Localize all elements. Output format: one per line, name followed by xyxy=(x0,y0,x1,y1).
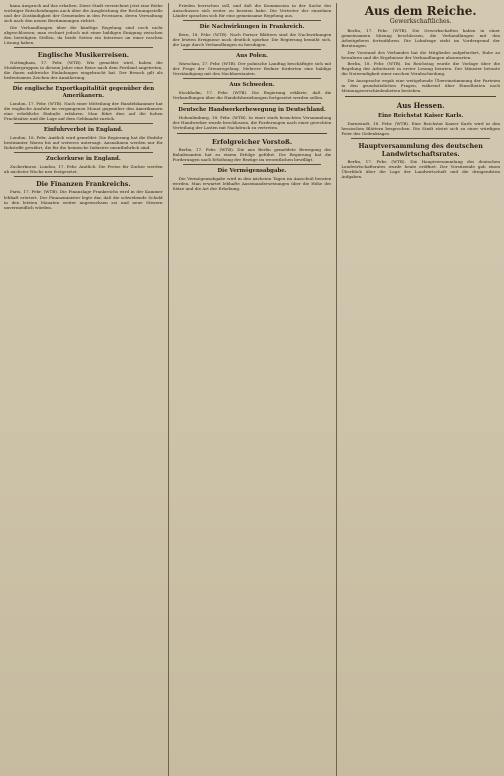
article-heading: Die Finanzen Frankreichs. xyxy=(36,180,131,189)
divider xyxy=(351,138,490,139)
paragraph: Der Vorstand des Verbandes hat die Mitglieder aufgefordert, Ruhe zu bewahren und die Ergebnisse der Verhandlungen abzuwarten. xyxy=(341,49,501,60)
article-heading: Einfuhrverbot in England. xyxy=(43,127,123,134)
paragraph: Berlin, 17. Febr. (WTB). Die Gewerkschaften haben in einer gemeinsamen Sitzung beschlossen, die Verhandlungen mit den Arbeitgebern fortzuführen. Die Lohnfrage steht im Vordergrund der Beratungen. xyxy=(341,28,501,49)
paragraph: Darmstadt, 18. Febr. (WTB). Eine Reichstat Kaiser Karls wird in den hessischen Blättern besprochen. Die Stadt rüstet sich zu einer würdigen Feier des Gedenktages. xyxy=(341,121,501,137)
paragraph: Zuckerkurse. London, 17. Febr. Amtlich: Die Preise für Zucker werden ab nächster Woche neu festgesetzt. xyxy=(4,164,163,175)
divider xyxy=(183,103,322,104)
article-heading: Aus Polen. xyxy=(236,53,268,60)
section-heading: Aus Hessen. xyxy=(396,101,445,111)
divider xyxy=(14,123,153,124)
paragraph: Berlin, 17. Febr. (WTB). Die aus Berlin gemeldete Bewegung der Bahnbeamten hat zu einem Erfolge geführt. Die Regierung hat die Forderungen nach Erhöhung der Bezüge im wesentlichen bewilligt. xyxy=(172,146,332,162)
divider xyxy=(14,47,153,48)
divider xyxy=(345,96,496,98)
column-2 xyxy=(168,3,332,776)
article-heading: Zuckerkurse in England. xyxy=(45,156,121,163)
paragraph: Die Verhandlungen über die künftige Regelung sind noch nicht abgeschlossen; man rechnet jedoch mit einer baldigen Einigung zwischen den beteiligten Stellen, da beide Seiten ein Interesse an einer raschen Lösung haben. xyxy=(4,24,163,45)
divider xyxy=(14,152,153,153)
divider xyxy=(183,78,322,79)
divider xyxy=(183,49,322,50)
divider xyxy=(14,176,153,177)
paragraph: London, 17. Febr. (WTB). Nach einer Mitteilung der Handelskammer hat die englische Ausfuhr im vergangenen Monat gegenüber den Amerikanern eine erhebliche Einbuße erfahren. Man führt dies auf die hohen Frachtsätze und die Lage auf dem Geldmarkt zurück. xyxy=(4,101,163,122)
article-heading: Die Nachwirkungen in Frankreich. xyxy=(199,24,305,31)
article-heading: Erfolgreicher Vorstoß. xyxy=(211,137,293,146)
section-subtitle: Gewerkschaftliches. xyxy=(389,18,452,25)
paragraph: Die Vermögensabgabe wird in den nächsten Tagen im Ausschuß beraten werden. Man erwartet lebhafte Auseinandersetzungen über die Höhe der Sätze und die Art der Erhebung. xyxy=(172,175,332,191)
paragraph: London, 18. Febr. Amtlich wird gemeldet: Die Regierung hat die Einfuhr bestimmter Waren bis auf weiteres untersagt. Ausnahmen werden nur für Rohstoffe gewährt, die für die heimische Industrie unentbehrlich sind. xyxy=(4,135,163,151)
paragraph: kann Anspruch auf das erhalten. Diese Stadt verzeichnet jetzt eine Reihe wichtiger Entscheidungen auch über die Ausgleichung der Rechnungsstelle und der Zuständigkeit der Gemeinden in den Provinzen, deren Verwaltung sich nach den neuen Bestimmungen richtet. xyxy=(4,3,163,24)
paragraph: Stockholm, 17. Febr. (WTB). Die Regierung erklärte, daß die Verhandlungen über die Handelsbeziehungen fortgesetzt werden sollen. xyxy=(172,90,332,101)
column-3 xyxy=(336,3,500,776)
paragraph: Paris, 17. Febr. (WTB). Die Finanzlage Frankreichs wird in der Kammer lebhaft erörtert. Der Finanzminister legte dar, daß die schwebende Schuld in den letzten Monaten weiter angewachsen sei und neue Steuern unvermeidlich würden. xyxy=(4,189,163,210)
article-heading: Die Vermögensabgabe. xyxy=(217,167,287,174)
divider xyxy=(177,133,328,135)
paragraph: Nottingham, 17. Febr. (WTB). Wie gemeldet wird, haben die Musikergruppen in diesem Jahre eine Reise nach dem Festland angetreten, die ihnen zahlreiche Einladungen eingebracht hat. Der Besuch gilt als bedeutsames Zeichen der Annäherung. xyxy=(4,59,163,81)
article-heading: Englische Musikerreisen. xyxy=(37,50,129,59)
paragraph: Warschau, 17. Febr. (WTB). Der polnische Landtag beschäftigte sich mit der Frage der Grenzregelung. Mehrere Redner forderten eine baldige Verständigung mit den Nachbarstaaten. xyxy=(172,61,332,77)
divider xyxy=(14,82,153,83)
paragraph: Berlin, 18. Febr. (WTB). Im Reichstag wurde die Vorlage über die Regelung der Arbeitszeit in erster Lesung beraten. Der Minister betonte die Notwendigkeit einer raschen Verabschiedung. xyxy=(341,61,501,77)
article-heading: Eine Reichstat Kaiser Karls. xyxy=(378,113,464,120)
section-masthead: Aus dem Reiche. xyxy=(364,4,477,18)
paragraph: Berlin, 17. Febr. (WTB). Die Hauptversammlung des deutschen Landwirtschaftsrates wurde heute eröffnet. Der Vorsitzende gab einen Überblick über die Lage der Landwirtschaft und die dringendsten Aufgaben. xyxy=(341,159,501,180)
article-heading: Aus Schweden. xyxy=(229,82,275,89)
paragraph: Die Aussprache ergab eine weitgehende Übereinstimmung der Parteien in den grundsätzlichen Fragen, während über Einzelheiten noch Meinungsverschiedenheiten bestehen. xyxy=(341,77,501,94)
column-1 xyxy=(4,3,163,776)
paragraph: Hohenlimburg, 18. Febr. (WTB). In einer stark besuchten Versammlung der Handwerker wurde beschlossen, die Forderungen nach einer gerechten Verteilung der Lasten mit Nachdruck zu vertreten. xyxy=(172,114,332,130)
divider xyxy=(183,164,322,165)
paragraph: Bern, 18. Febr. (WTB). Nach Pariser Blättern sind die Nachwirkungen der letzten Ereignisse noch deutlich spürbar. Die Regierung bemüht sich, die Lage durch Verhandlungen zu beruhigen. xyxy=(172,32,332,48)
divider xyxy=(183,20,322,21)
article-heading: Die englische Exportkapitalität gegenüber den Amerikanern. xyxy=(12,86,155,100)
article-heading: Deutsche Handwerkerbewegung in Deutschland. xyxy=(178,106,326,113)
paragraph: Frieden herrschen soll, und daß die Kommission in der Sache des Ausschusses sich weiter zu beraten habe. Die Vertreter der einzelnen Länder sprachen sich für eine gemeinsame Regelung aus. xyxy=(172,3,332,19)
article-heading: Hauptversammlung des deutschen Landwirtschaftsrates. xyxy=(358,142,483,159)
